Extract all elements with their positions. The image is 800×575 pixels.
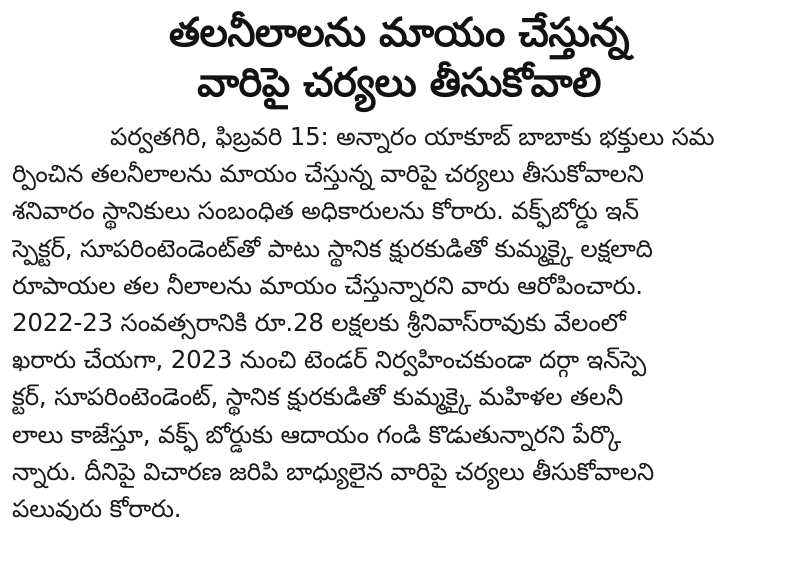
article-line: పలువురు కోరారు. (12, 494, 182, 524)
article-line: ఖరారు చేయగా, 2023 నుంచి టెండర్ నిర్వహించకుండా దర్గా ఇన్‌స్పె (12, 345, 646, 375)
article-line: రూపాయల తల నీలాలను మాయం చేస్తున్నారని వారు ఆరోపించారు. (12, 270, 643, 300)
article-line: 2022-23 సంవత్సరానికి రూ.28 లక్షలకు శ్రీనివాస్‌రావుకు వేలంలో (12, 308, 626, 338)
headline (12, 8, 786, 108)
headline-line: వారిపై చర్యలు తీసుకోవాలి (197, 60, 601, 106)
article-line: లాలు కాజేస్తూ, వక్ఫ్ బోర్డుకు ఆదాయం గండి కొడుతున్నారని పేర్కొ (12, 419, 622, 449)
article-line: స్పెక్టర్, సూపరింటెండెంట్‌తో పాటు స్థానిక క్షురకుడితో కుమ్మక్కై లక్షలాది (12, 233, 653, 263)
article-body (12, 118, 786, 527)
article-line: క్టర్, సూపరింటెండెంట్, స్థానిక క్షురకుడితో కుమ్మక్కై మహిళల తలనీ (12, 382, 624, 412)
article-line: శనివారం స్థానికులు సంబంధిత అధికారులను కోరారు. వక్ఫ్‌బోర్డు ఇన్ (12, 196, 639, 226)
article-line: న్నారు. దీనిపై విచారణ జరిపి బాధ్యులైన వారిపై చర్యలు తీసుకోవాలని (12, 456, 654, 486)
headline-line: తలనీలాలను మాయం చేస్తున్న (168, 10, 630, 56)
article-line: పర్వతగిరి, ఫిబ్రవరి 15: అన్నారం యాకూబ్ బాబాకు భక్తులు సమ (110, 122, 715, 151)
article-line: ర్పించిన తలనీలాలను మాయం చేస్తున్న వారిపై చర్యలు తీసుకోవాలని (12, 159, 644, 189)
